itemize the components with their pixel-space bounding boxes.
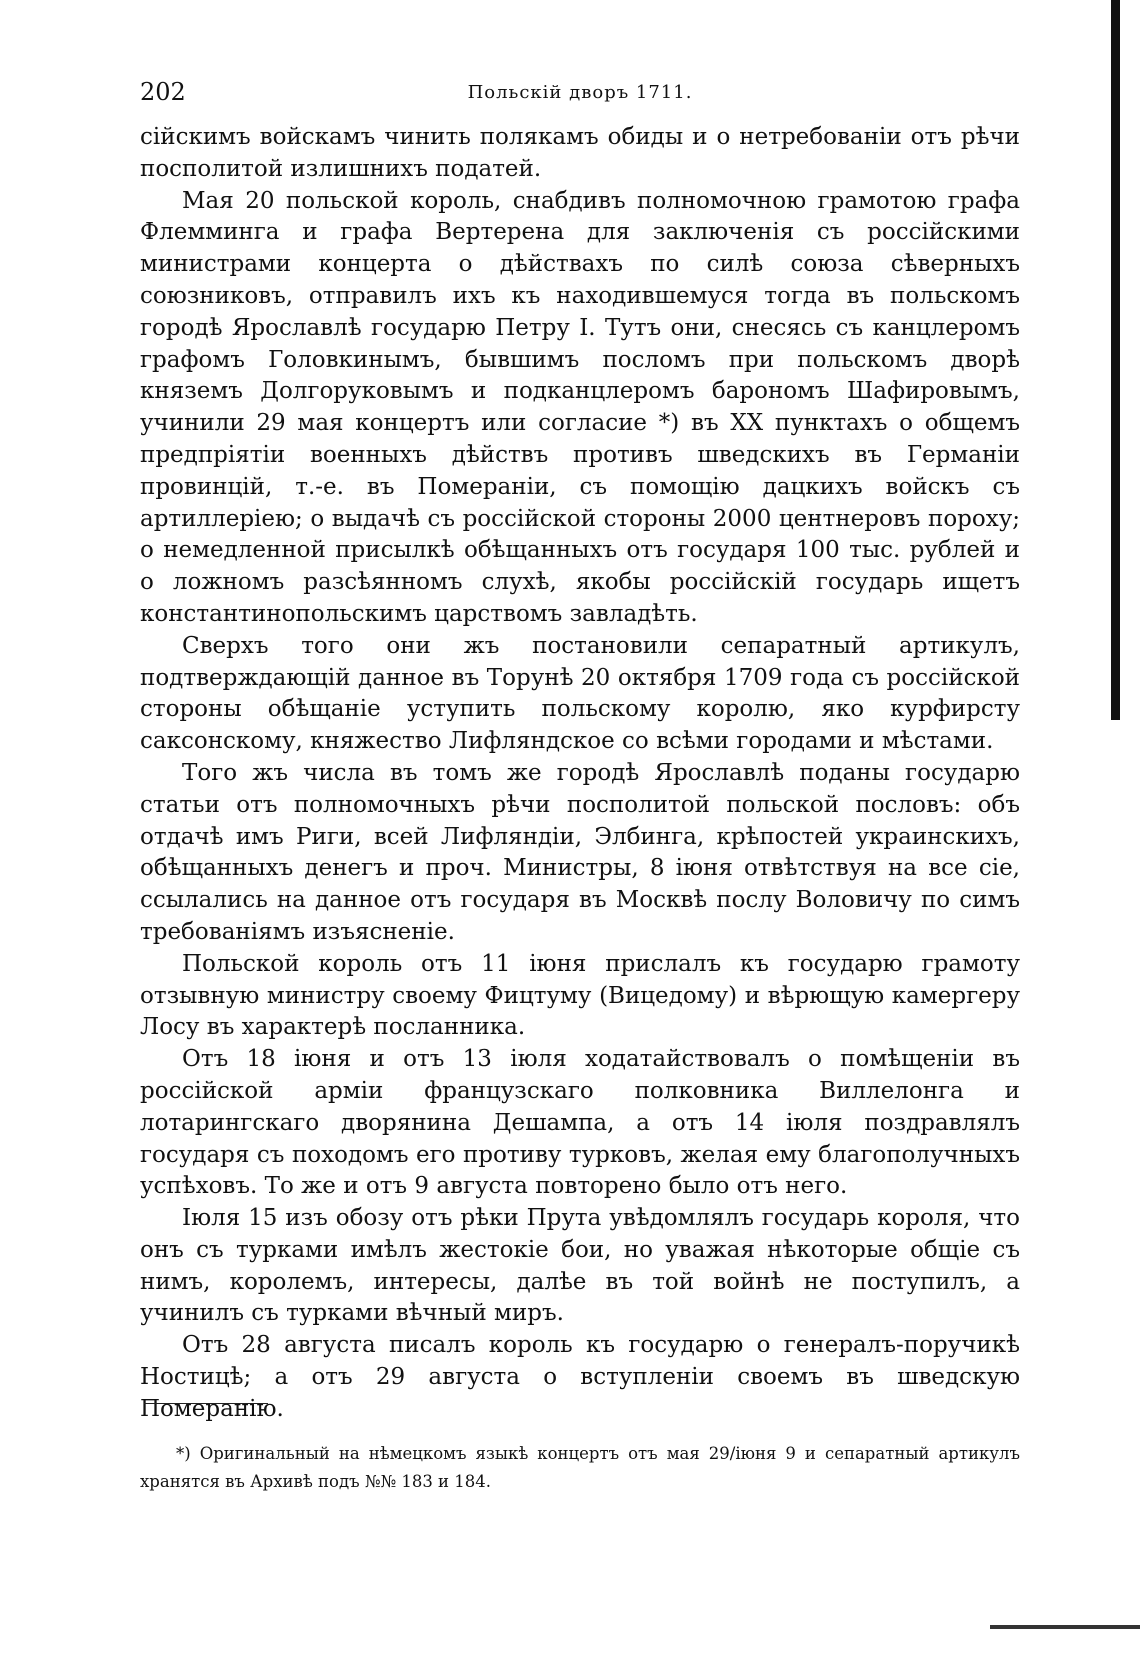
paragraph: Сверхъ того они жъ постановили сепаратный артикулъ, подтверждающій данное въ Торунѣ 20 октября 1709 года съ россійской стороны обѣщаніе уступить польскому королю, яко курфирсту саксонскому, княжество Лифляндское со всѣми городами и мѣстами.: [140, 632, 1020, 755]
paragraph: Отъ 18 іюня и отъ 13 іюля ходатайствовалъ о помѣщеніи въ россійской арміи французскаго полковника Виллелонга и лотарингскаго дворянина Дешампа, а отъ 14 іюля поздравлялъ государя съ походомъ его противу турковъ, желая ему благополучныхъ успѣховъ. То же и отъ 9 августа повторено было отъ него.: [140, 1046, 1020, 1200]
body-text: [140, 122, 1020, 1426]
scan-edge-shadow: [1111, 0, 1120, 720]
page-header: [140, 78, 1020, 112]
page-number: 202: [140, 78, 186, 106]
paragraph-continued: сійскимъ войскамъ чинить полякамъ обиды и о нетребованіи отъ рѣчи посполитой излишнихъ податей.: [140, 124, 1020, 182]
paragraph: Польской король отъ 11 іюня прислалъ къ государю грамоту отзывную министру своему Фицтуму (Вицедому) и вѣрющую камергеру Лосу въ характерѣ посланника.: [140, 950, 1020, 1041]
paragraph: Іюля 15 изъ обозу отъ рѣки Прута увѣдомлялъ государь короля, что онъ съ турками имѣлъ жестокіе бои, но уважая нѣкоторые общіе съ нимъ, королемъ, интересы, далѣе въ той войнѣ не поступилъ, а учинилъ съ турками вѣчный миръ.: [140, 1205, 1020, 1327]
running-head: Польскій дворъ 1711.: [467, 82, 693, 103]
paragraph: Мая 20 польской король, снабдивъ полномочною грамотою графа Флемминга и графа Вертерена для заключенія съ россійскими министрами концерта о дѣйствахъ по силѣ союза сѣверныхъ союзниковъ, отправилъ ихъ къ находившемуся тогда въ польскомъ городѣ Ярославлѣ государю Петру I. Тутъ они, снесясь съ канцлеромъ графомъ Головкинымъ, бывшимъ посломъ при польскомъ дворѣ княземъ Долгоруковымъ и подканцлеромъ барономъ Шафировымъ, учинили 29 мая концертъ или согласие *) въ XX пунктахъ о общемъ предпріятіи военныхъ дѣйствъ противъ шведскихъ въ Германіи провинцій, т.-е. въ Помераніи, съ помощію дацкихъ войскъ съ артиллеріею; о выдачѣ съ россійской стороны 2000 центнеровъ пороху; о немедленной присылкѣ обѣщанныхъ отъ государя 100 тыс. рублей и о ложномъ разсѣянномъ слухѣ, якобы россійскій государь ищетъ константинопольскимъ царствомъ завладѣть.: [140, 187, 1020, 627]
footnote: *) Оригинальный на нѣмецкомъ языкѣ концертъ отъ мая 29/іюня 9 и сепаратный артикулъ хранятся въ Архивѣ подъ №№ 183 и 184.: [140, 1444, 1020, 1491]
paragraph: Того жъ числа въ томъ же городѣ Ярославлѣ поданы государю статьи отъ полномочныхъ рѣчи посполитой польской пословъ: объ отдачѣ имъ Риги, всей Лифляндіи, Элбинга, крѣпостей украинскихъ, обѣщанныхъ денегъ и проч. Министры, 8 іюня отвѣтствуя на все сіе, ссылались на данное отъ государя въ Москвѣ послу Воловичу по симъ требованіямъ изъясненіе.: [140, 759, 1020, 945]
scan-edge-bottom: [990, 1625, 1140, 1629]
footnote-divider: [144, 1403, 268, 1404]
paragraph: Отъ 28 августа писалъ король къ государю о генералъ-поручикѣ Ностицѣ; а отъ 29 августа о вступленіи своемъ въ шведскую Померанію.: [140, 1332, 1020, 1422]
